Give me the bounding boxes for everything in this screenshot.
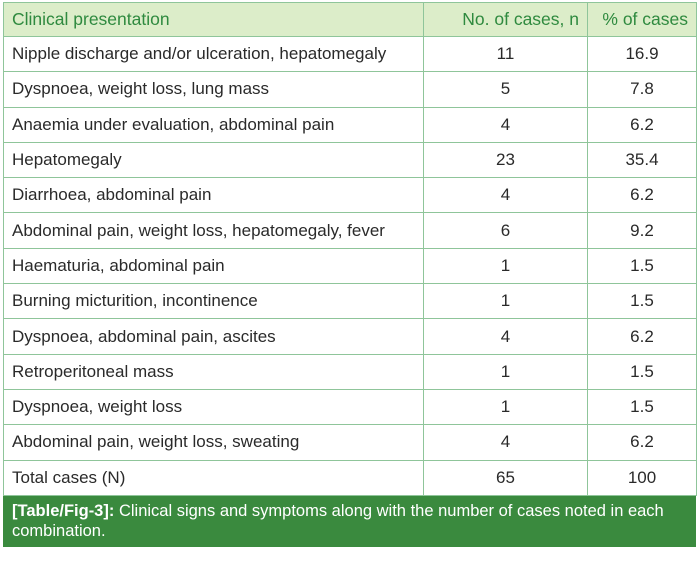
cell-cases: 4 (424, 178, 588, 213)
cell-presentation: Hepatomegaly (4, 142, 424, 177)
table-row (4, 178, 697, 213)
caption-tag: [Table/Fig-3]: (12, 501, 115, 520)
cell-presentation: Dyspnoea, weight loss (4, 389, 424, 424)
table-row (4, 142, 697, 177)
cell-cases: 65 (424, 460, 588, 495)
table-row (4, 354, 697, 389)
cell-cases: 1 (424, 389, 588, 424)
cell-percent: 6.2 (588, 319, 697, 354)
cell-presentation: Nipple discharge and/or ulceration, hepatomegaly (4, 37, 424, 72)
table-row (4, 213, 697, 248)
cell-presentation: Anaemia under evaluation, abdominal pain (4, 107, 424, 142)
cell-percent: 6.2 (588, 425, 697, 460)
cell-cases: 1 (424, 354, 588, 389)
table-caption (3, 496, 696, 547)
cell-cases: 4 (424, 425, 588, 460)
cell-percent: 7.8 (588, 72, 697, 107)
table-row (4, 284, 697, 319)
cell-cases: 1 (424, 284, 588, 319)
cell-percent: 9.2 (588, 213, 697, 248)
table-row (4, 319, 697, 354)
table-row (4, 72, 697, 107)
cell-percent: 16.9 (588, 37, 697, 72)
cell-cases: 4 (424, 319, 588, 354)
table-row (4, 389, 697, 424)
cell-presentation: Dyspnoea, weight loss, lung mass (4, 72, 424, 107)
cell-presentation: Haematuria, abdominal pain (4, 248, 424, 283)
table-figure (3, 2, 696, 547)
cell-cases: 23 (424, 142, 588, 177)
cell-presentation: Total cases (N) (4, 460, 424, 495)
table-row (4, 248, 697, 283)
cell-presentation: Abdominal pain, weight loss, hepatomegaly, fever (4, 213, 424, 248)
cell-percent: 1.5 (588, 389, 697, 424)
cell-percent: 6.2 (588, 178, 697, 213)
table-header-row (4, 3, 697, 37)
cell-presentation: Abdominal pain, weight loss, sweating (4, 425, 424, 460)
cell-presentation: Burning micturition, incontinence (4, 284, 424, 319)
cell-cases: 6 (424, 213, 588, 248)
header-percent-of-cases: % of cases (588, 3, 697, 37)
cell-presentation: Dyspnoea, abdominal pain, ascites (4, 319, 424, 354)
header-number-of-cases: No. of cases, n (424, 3, 588, 37)
cell-percent: 1.5 (588, 248, 697, 283)
table-row (4, 425, 697, 460)
cell-percent: 1.5 (588, 284, 697, 319)
header-clinical-presentation: Clinical presentation (4, 3, 424, 37)
clinical-presentation-table (3, 2, 697, 496)
caption-text: Clinical signs and symptoms along with the number of cases noted in each combination. (12, 501, 664, 540)
cell-presentation: Diarrhoea, abdominal pain (4, 178, 424, 213)
cell-cases: 1 (424, 248, 588, 283)
cell-cases: 11 (424, 37, 588, 72)
table-row (4, 107, 697, 142)
cell-percent: 6.2 (588, 107, 697, 142)
cell-percent: 100 (588, 460, 697, 495)
cell-cases: 5 (424, 72, 588, 107)
cell-percent: 1.5 (588, 354, 697, 389)
table-total-row (4, 460, 697, 495)
cell-presentation: Retroperitoneal mass (4, 354, 424, 389)
table-row (4, 37, 697, 72)
cell-percent: 35.4 (588, 142, 697, 177)
cell-cases: 4 (424, 107, 588, 142)
